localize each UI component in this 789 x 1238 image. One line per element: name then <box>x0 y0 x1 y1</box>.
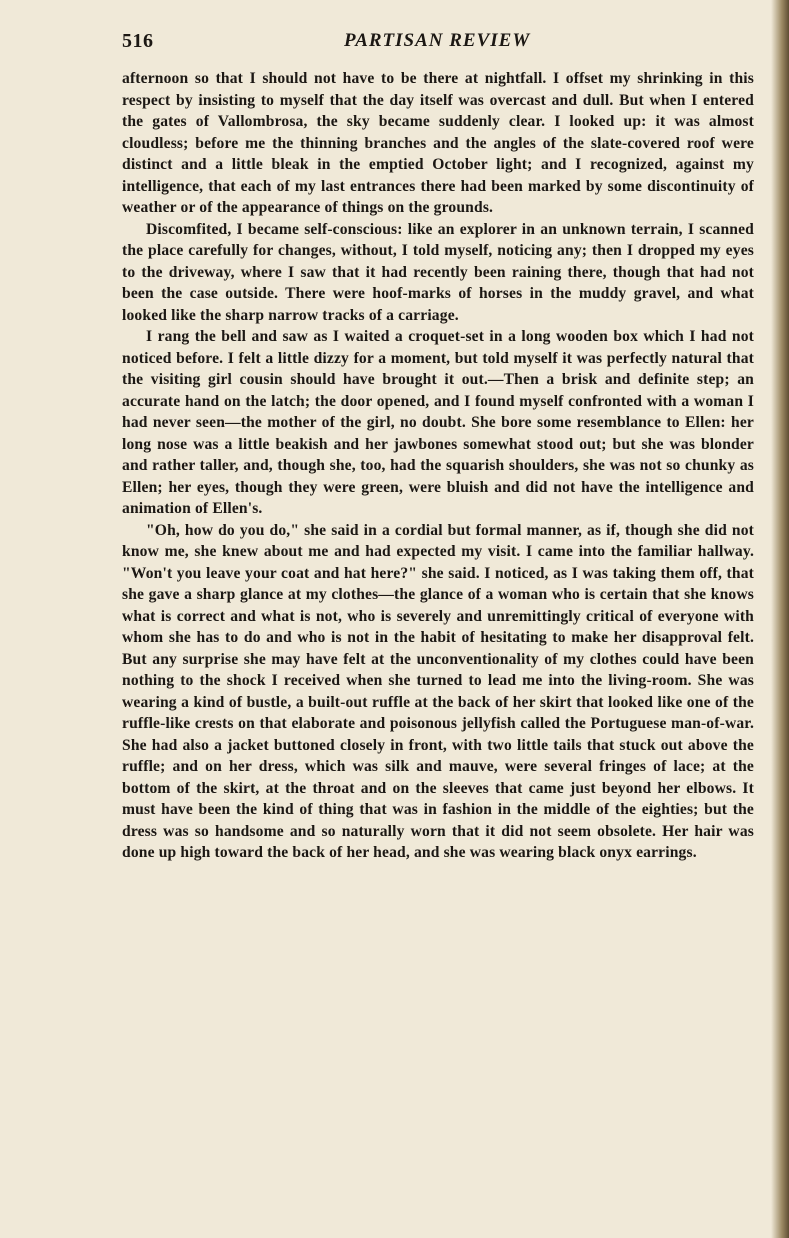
paragraph: I rang the bell and saw as I waited a croquet-set in a long wooden box which I had not noticed before. I felt a little dizzy for a moment, but told myself it was perfectly natural that the visiting girl cousin should have brought it out.—Then a brisk and definite step; an accurate hand on the latch; the door opened, and I found myself confronted with a woman I had never seen—the mother of the girl, no doubt. She bore some resemblance to Ellen: her long nose was a little beakish and her jawbones somewhat stood out; but she was blonder and rather taller, and, though she, too, had the squarish shoulders, she was not so chunky as Ellen; her eyes, though they were green, were bluish and did not have the intelligence and animation of Ellen's. <box>122 328 754 517</box>
paragraph: Discomfited, I became self-conscious: like an explorer in an unknown terrain, I scanned the place carefully for changes, without, I told myself, noticing any; then I dropped my eyes to the driveway, where I saw that it had recently been raining there, though that had not been the case outside. There were hoof-marks of horses in the muddy gravel, and what looked like the sharp narrow tracks of a carriage. <box>122 220 754 324</box>
body-text <box>122 68 754 864</box>
journal-title: PARTISAN REVIEW <box>344 30 531 51</box>
running-header <box>122 30 752 54</box>
paragraph: afternoon so that I should not have to be there at nightfall. I offset my shrinking in this respect by insisting to myself that the day itself was overcast and dull. But when I entered the gates of Vallombrosa, the sky became suddenly clear. I looked up: it was almost cloudless; before me the thinning branches and the angles of the slate-covered roof were distinct and a little bleak in the emptied October light; and I recognized, against my intelligence, that each of my last entrances there had been marked by some discontinuity of weather or of the appearance of things on the grounds. <box>122 70 754 216</box>
page-edge-shadow <box>771 0 789 1238</box>
paragraph: "Oh, how do you do," she said in a cordial but formal manner, as if, though she did not know me, she knew about me and had expected my visit. I came into the familiar hallway. "Won't you leave your coat and hat here?" she said. I noticed, as I was taking them off, that she gave a sharp glance at my clothes—the glance of a woman who is certain that she knows what is correct and what is not, who is severely and unremittingly critical of everyone with whom she has to do and who is not in the habit of hesitating to make her disapproval felt. But any surprise she may have felt at the unconventionality of my clothes could have been nothing to the shock I received when she turned to lead me into the living-room. She was wearing a kind of bustle, a built-out ruffle at the back of her skirt that looked like one of the ruffle-like crests on that elaborate and poisonous jellyfish called the Portuguese man-of-war. She had also a jacket buttoned closely in front, with two little tails that stuck out above the ruffle; and on her dress, which was silk and mauve, were several fringes of lace; at the bottom of the skirt, at the throat and on the sleeves that came just beyond her elbows. It must have been the kind of thing that was in fashion in the middle of the eighties; but the dress was so handsome and so naturally worn that it did not seem obsolete. Her hair was done up high toward the back of her head, and she was wearing black onyx earrings. <box>122 521 754 861</box>
page-number: 516 <box>122 30 154 52</box>
